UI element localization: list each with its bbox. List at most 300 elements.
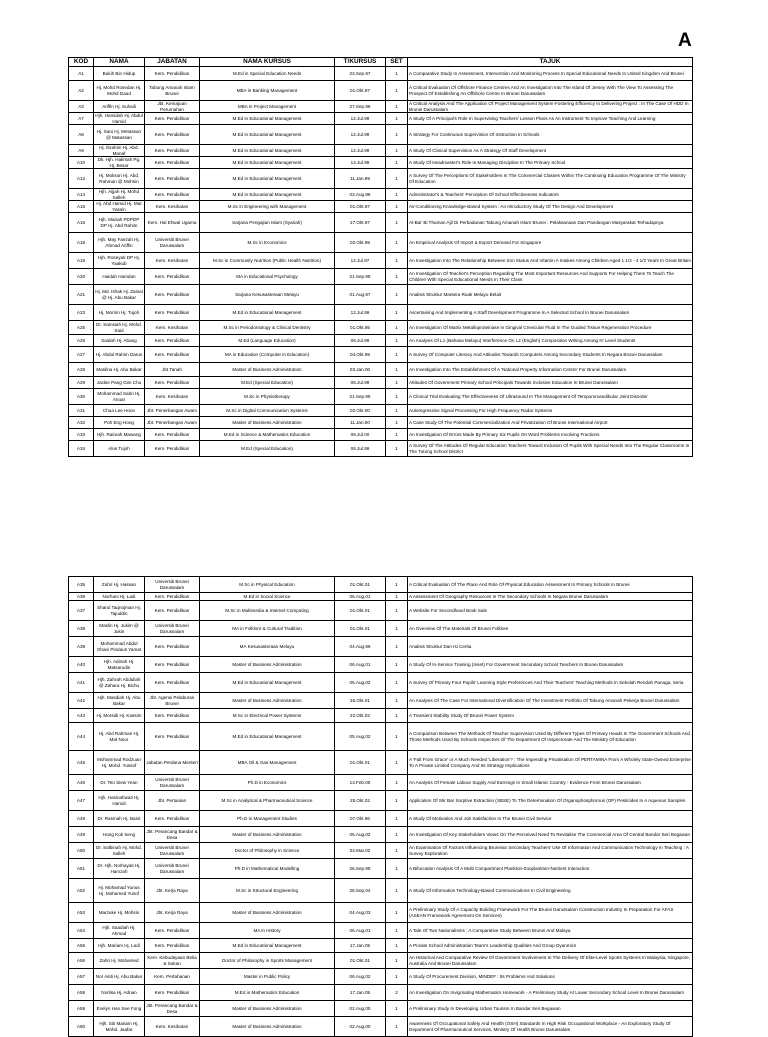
kod-cell: A39 [69,637,94,657]
kursus-cell: M.Ed in Educational Management [200,673,335,693]
jabatan-cell: Kem. Pendidikan [145,125,200,145]
kod-cell: A2 [69,81,94,101]
kod-cell: A53 [69,903,94,923]
table-row [69,189,693,201]
nama-cell: Hjh. Aijjah Hj. Mohd Salleh [94,189,145,201]
jabatan-cell: Kem. Pendidikan [145,657,200,673]
jabatan-cell: Kem. Kesihatan [145,201,200,213]
jabatan-cell: Kem. Pendidikan [145,637,200,657]
jabatan-cell: Jabatan Perdana Menteri [145,751,200,775]
tarikh-cell: 21.Sep.98 [335,269,386,285]
kod-cell: A42 [69,693,94,709]
kod-cell: A20 [69,269,94,285]
kursus-cell: M.Sc in Economics [200,233,335,253]
kod-cell: A34 [69,441,94,457]
tarikh-cell: 22.Okt.02 [335,709,386,723]
header-set: SET [386,58,408,67]
kursus-cell: Master of Business Administration [200,903,335,923]
table-row [69,693,693,709]
tajuk-cell: A Study Of A Principal's Role In Supervising Teachers' Lesson Plans As An Instrument To Improve Teaching And Learning [408,113,693,125]
jabatan-cell: Kem. Kesihatan [145,389,200,405]
kursus-cell: MA Kesusasteraan Melayu [200,637,335,657]
kursus-cell: M.Sc in Periodontology & Clinical Dentistry [200,321,335,335]
tarikh-cell: 06.Aug.01 [335,657,386,673]
tajuk-cell: A Critical Evaluation Of The Place And Role Of Physical Education Assessment In Primary Schools In Brunei [408,577,693,593]
kursus-cell: M.Ed in Educational Management [200,169,335,189]
kursus-cell: Master of Business Administration [200,827,335,843]
tajuk-cell: An Analysis Of Female Labour Supply And Earnings In Small Islamic Country : Evidence From Brunei Darussalam [408,775,693,791]
nama-cell: Hj. Mornin Hj. Tujoh [94,305,145,321]
table-row [69,923,693,939]
table-row [69,601,693,621]
set-cell: 1 [386,903,408,923]
kod-cell: A28 [69,363,94,377]
kod-cell: A3 [69,101,94,113]
table-row [69,233,693,253]
tajuk-cell: A Preliminary Study Of A Capacity Building Framework For The Brunei Darussalam Construction Industry In Preparation For AFAS (ASEAN Framework Agreement On Services) [408,903,693,923]
kod-cell: A46 [69,775,94,791]
jabatan-cell: Kem. Pendidikan [145,811,200,827]
set-cell: 1 [386,827,408,843]
set-cell: 1 [386,593,408,601]
set-cell: 1 [386,723,408,751]
nama-cell: Zahri Hj. Mohamed [94,953,145,969]
nama-cell: Hjh. Raimah Mawang [94,429,145,441]
jabatan-cell: Tabung Amanah Islam Brunei [145,81,200,101]
tarikh-cell: 06.Aug.01 [335,923,386,939]
tajuk-cell: A Private School Administration Team's Leadership Qualities And Group Dyanmics [408,939,693,953]
jabatan-cell: Kem. Kesihatan [145,321,200,335]
tarikh-cell: 11.Jan.00 [335,417,386,429]
nama-cell: Mohammad Abdul Ghani Pindaus Yamat [94,637,145,657]
nama-cell: Marzuke Hj. Mohsin [94,903,145,923]
nama-cell: Norhani Hj. Ladi [94,593,145,601]
jabatan-cell: Jbt. Kerja Raya [145,879,200,903]
tajuk-cell: Awareness Of Occupational Safety And Health (OSH) Standards In High Risk Occupational Workplace - An Exploratory Study Of Department Of Pharmaceutical Services, Ministry Of Health Brunei Darussalam [408,1017,693,1037]
jabatan-cell: Universiti Brunei Darussalam [145,859,200,879]
table-row [69,985,693,1001]
tajuk-cell: Administrator's & Teachers' Perception Of School Effectiveness Indicators [408,189,693,201]
set-cell: 1 [386,201,408,213]
kod-cell: A1 [69,67,94,81]
nama-cell: Hjh. May Faezah Hj. Ahmad Ariffin [94,233,145,253]
kod-cell: A26 [69,335,94,347]
tarikh-cell: 06.Aug.01 [335,593,386,601]
tajuk-cell: Analisis Struktur Dan Isi Cerita [408,637,693,657]
kod-cell: A44 [69,723,94,751]
kursus-cell: Master of Business Administration [200,657,335,673]
header-t-kursus: T/KURSUS [335,58,386,67]
nama-cell: Hj. Morsidi Hj. Kassim [94,709,145,723]
kod-cell: A55 [69,939,94,953]
kursus-cell: M.Sc in Engineering with Management [200,201,335,213]
set-cell: 1 [386,969,408,985]
kursus-cell: M.Sc in Digital Communication Systems [200,405,335,417]
table-row [69,113,693,125]
set-cell: 1 [386,621,408,637]
table-row [69,939,693,953]
jabatan-cell: Kem. Pendidikan [145,305,200,321]
kod-cell: A23 [69,305,94,321]
set-cell: 1 [386,775,408,791]
set-cell: 1 [386,859,408,879]
table-row [69,285,693,305]
table-row [69,101,693,113]
table-row [69,81,693,101]
jabatan-cell: Kem. Kebudayaan Belia & Sukan [145,953,200,969]
tarikh-cell: 27.Okt.97 [335,213,386,233]
table-row [69,827,693,843]
table-row [69,347,693,363]
tarikh-cell: 02.Mar.02 [335,843,386,859]
tajuk-cell: A Survey Of The Attitudes Of Regular Education Teachers Toward Inclusion Of Pupils With Special Needs Into The Regular Classrooms In The Tutong School District [408,441,693,457]
tajuk-cell: Air-Conditioning Knowledge-Based System : An Introductory Study Of The Design And Development [408,201,693,213]
kursus-cell: M.Ed (Special Education) [200,377,335,389]
jabatan-cell: Kem. Pendidikan [145,429,200,441]
nama-cell: Chua Lee Hoon [94,405,145,417]
kursus-cell: M.Ed (Special Education) [200,441,335,457]
kursus-cell: M.Ed in Educational Management [200,125,335,145]
kod-cell: A9 [69,145,94,157]
tajuk-cell: An Investigation Of Teacher's Perception Regarding The Most Important Resources And Supports For Helping Them To Teach The Children With Special Educational Needs In Their Class [408,269,693,285]
jabatan-cell: Universiti Brunei Darussalam [145,577,200,593]
kursus-cell: Master of Business Administration [200,1001,335,1017]
jabatan-cell: Kem. Pendidikan [145,169,200,189]
nama-cell: Dr. Hjh. Norhayati Hj. Hamzah [94,859,145,879]
tarikh-cell: 11.Jan.99 [335,169,386,189]
jabatan-cell: Kem. Pendidikan [145,923,200,939]
jabatan-cell: Kem. Pendidikan [145,113,200,125]
kod-cell: A33 [69,429,94,441]
tarikh-cell: 25.Okt.02 [335,791,386,811]
jabatan-cell: Kem. Pendidikan [145,709,200,723]
kursus-cell: MBA in Project Management [200,101,335,113]
table-row [69,1017,693,1037]
tarikh-cell: 04.Okt.99 [335,347,386,363]
tajuk-cell: Autoregressive Signal Processing For High Frequency Radar Systems [408,405,693,417]
kod-cell: A52 [69,879,94,903]
tarikh-cell: 27.Sep.98 [335,101,386,113]
tajuk-cell: A Transient Stability Study Of Brunei Power System [408,709,693,723]
jabatan-cell: Kem. Pendidikan [145,673,200,693]
set-cell: 1 [386,791,408,811]
jabatan-cell: Kem. Kesihatan [145,253,200,269]
kursus-cell: Master of Business Administration [200,417,335,429]
set-cell: 1 [386,843,408,859]
jabatan-cell: Kem. Pendidikan [145,157,200,169]
jabatan-cell: Kem. Pendidikan [145,939,200,953]
set-cell: 1 [386,693,408,709]
kursus-cell: M.Ed in Science & Mathematics Education [200,429,335,441]
tarikh-cell: 05.Aug.02 [335,673,386,693]
table-row [69,145,693,157]
table-row [69,169,693,189]
tajuk-cell: A Assessment Of Geography Resources In The Secondary Schools In Negara Brunei Darussalam [408,593,693,601]
nama-cell: Hjh. Hamidah Hj. Abdul Hamid [95,113,143,124]
kod-cell: A54 [69,923,94,939]
nama-cell: Maslin Hj. Jukim @ Jukin [94,621,145,637]
jabatan-cell: Kem. Pendidikan [145,335,200,347]
table-row [69,441,693,457]
tarikh-cell: 01.Okt.97 [335,81,386,101]
nama-cell: Mohammad Sabri Hj. Anuar [94,389,145,405]
jabatan-cell: Kem. Pendidikan [145,67,200,81]
table-row [69,125,693,145]
jabatan-cell: Kem. Pendidikan [145,601,200,621]
kursus-cell: M.Ed in Educational Management [200,157,335,169]
tarikh-cell: 01.Okt.01 [335,577,386,593]
nama-cell: Zuhri Hj. Hassan [94,577,145,593]
set-cell: 1 [386,657,408,673]
nama-cell: Hjh. Saadiah Hj. Ahmad [94,923,145,939]
tarikh-cell: 14.Feb.00 [335,775,386,791]
kursus-cell: M.Sc in Multimedia & Internet Computing [200,601,335,621]
kursus-cell: M.Ed in Special Education Needs [200,67,335,81]
header-nama-kursus: NAMA KURSUS [200,58,335,67]
tajuk-cell: A Critical Evaluation Of Offshore Finance Centres And An Investigation Into The Island Of Jersey With The View To Assessing The Prospect Of Establishing An Offshore Centre In Brunei Darussalam [408,81,693,101]
set-cell: 1 [386,363,408,377]
table-row [69,417,693,429]
kod-cell: A8 [69,125,94,145]
jabatan-cell: Kem. Hal Ehwal Ugama [145,213,200,233]
nama-cell: Hjh. Siti Mariam Hj. Mohd. Jaafar [94,1017,145,1037]
tajuk-cell: A Survey Of Primary Four Pupils' Learning Style Preferences And Their Teachers' Teaching Methods In Sekolah Rendah Panaga, Seria [408,673,693,693]
table-row [69,791,693,811]
kursus-cell: MBA Oil & Gas Management [200,751,335,775]
kursus-cell: M.Sc in Physical Education [200,577,335,593]
set-cell: 1 [386,405,408,417]
jabatan-cell: Jbt. Pertanian [145,791,200,811]
set-cell: 1 [386,879,408,903]
tajuk-cell: A Bifurcation Analysis Of A Multi Compartment Plankton-Zooplankton-Nutrient Interaction [408,859,693,879]
table-row [69,593,693,601]
nama-cell: Hjh. Hasinahwati Hj. Hamdi [94,791,145,811]
set-cell: 1 [386,113,408,125]
table-row [69,811,693,827]
table-row [69,903,693,923]
set-cell: 1 [386,81,408,101]
table-row [69,751,693,775]
tajuk-cell: An Empirical Analysis Of Import & Export Demand For Singapore [408,233,693,253]
tajuk-cell: An Investigation Of Errors Made By Primary Six Pupils On Word Problems Involving Fractions [408,429,693,441]
table-row [69,775,693,791]
kursus-cell: M.Ed in Educational Management [200,305,335,321]
kod-cell: A41 [69,673,94,693]
nama-cell: Mohammad Rodzuan Hj. Mohd. Yussof [94,751,145,775]
kursus-cell: MA in Educational Psychology [200,269,335,285]
set-cell: 2 [386,985,408,1001]
table-row [69,969,693,985]
nama-cell: Nor Asiti Hj. Abu Bakar [94,969,145,985]
table-row [69,269,693,285]
tajuk-cell: A Study Of Headmaster's Role In Managing Discipline In The Primary School [408,157,693,169]
kursus-cell: M.Sc in Electrical Power Systems [200,709,335,723]
kursus-cell: MA in Education (Computer in Education) [200,347,335,363]
set-cell: 1 [386,233,408,253]
tarikh-cell: 01.Okt.01 [335,751,386,775]
table-row [69,335,693,347]
table-body-1 [69,67,693,457]
tarikh-cell: 04.Aug.03 [335,903,386,923]
set-cell: 1 [386,145,408,157]
tajuk-cell: A Strategy For Continuous Supervision Of Instruction In Schools [408,125,693,145]
set-cell: 1 [386,169,408,189]
nama-cell: Hj. Mohamad Yunus Hj. Mohamed Yusof [94,879,145,903]
kursus-cell: Doctor of Philosophy in Sports Management [200,953,335,969]
set-cell: 1 [386,377,408,389]
table-row [69,843,693,859]
tarikh-cell: 06.Jul.00 [335,429,386,441]
table-row [69,577,693,593]
tarikh-cell: 01.Okt.01 [335,601,386,621]
tarikh-cell: 12.Jul.99 [335,145,386,157]
jabatan-cell: Jbt. Penerbangan Awam [145,405,200,417]
tarikh-cell: 01.Okt.97 [335,201,386,213]
set-cell: 1 [386,673,408,693]
set-cell: 1 [386,321,408,335]
kursus-cell: M.Sc in Physiotherapy [200,389,335,405]
tajuk-cell: A Study Of Procurement Division, MINDEF : Its Problems And Solutions [408,969,693,985]
kod-cell: A48 [69,811,94,827]
tajuk-cell: An Investigation Of Key Stakeholders Views On The Perceived Need To Revitalise The Commercial Area Of Central Bandar Seri Begawan [408,827,693,843]
table-row [69,1001,693,1017]
tarikh-cell: 12.Jul.99 [335,113,386,125]
jabatan-cell: Kem. Pendidikan [145,985,200,1001]
jabatan-cell: Kem. Pendidikan [145,189,200,201]
tarikh-cell: 01.Okt.01 [335,953,386,969]
kod-cell: A15 [69,201,94,213]
kursus-cell: Master in Public Policy [200,969,335,985]
kod-cell: A27 [69,347,94,363]
set-cell: 1 [386,923,408,939]
nama-cell: Hj. Mohd Rosedan Hj. Mohd Daud [94,81,145,101]
nama-cell: Dr. Samsiah Hj. Mohd. Said [94,321,145,335]
table-row [69,673,693,693]
set-cell: 1 [386,1017,408,1037]
kursus-cell: M.Sc in Structural Engineering [200,879,335,903]
jabatan-cell: Jbt. Kerja Raya [145,903,200,923]
set-cell: 1 [386,157,408,169]
tajuk-cell: An Historical And Comparative Review Of Government Involvement In The Delivery Of Elite-Level Sports Systems In Malaysia, Singapore, Australia And Brunei Darussalam [408,953,693,969]
set-cell: 1 [386,429,408,441]
tarikh-cell: 06.Jul.99 [335,441,386,457]
kod-cell: A57 [69,969,94,985]
table-row [69,621,693,637]
set-cell: 1 [386,125,408,145]
tarikh-cell: 05.Aug.02 [335,827,386,843]
kod-cell: A49 [69,827,94,843]
kod-cell: A25 [69,321,94,335]
table-row [69,429,693,441]
tajuk-cell: A Comparison Between The Methods Of Teacher Supervision Used By Different Types Of Primary Heads In The Government Schools And Those Methods Used By Schools Inspectors Of The Department Of Inspectorate And The Ministry Of Education [408,723,693,751]
jabatan-cell: Universiti Brunei Darussalam [145,843,200,859]
tajuk-cell: An Analysis Of The Case For International Diversification Of The Investment Portfolio Of Tabung Amanah Pekerja Brunei Darussalam [408,693,693,709]
table-row [69,157,693,169]
set-cell: 1 [386,811,408,827]
kursus-cell: M.Ed in Educational Management [200,145,335,157]
nama-cell: Dk. Hjh. Halimah Pg. Hj. Besar [94,157,145,169]
tajuk-cell: A Critical Analysis And The Application Of Project Management System-Fostering Efficiency In Delivering Project : In The Case Of HDD In Brunei Darussalam [408,101,693,113]
kursus-cell: MBA in Banking Management [200,81,335,101]
tarikh-cell: 12.Jul.99 [335,125,386,145]
kod-cell: A31 [69,405,94,417]
jabatan-cell: Universiti Brunei Darussalam [145,621,200,637]
kod-cell: A56 [69,953,94,969]
tajuk-cell: A Survey Of Computer Literacy And Attitudes Towards Computers Among Secondary Students In Negara Brunei Darussalam [408,347,693,363]
kursus-cell: M.Ed in Educational Management [200,723,335,751]
set-cell: 1 [386,347,408,363]
nama-cell: Hj. Sani Hj. Metassan @ Matassan [94,125,145,145]
kod-cell: A37 [69,601,94,621]
nama-cell: Norlisa Hj. Adnan [94,985,145,1001]
kursus-cell: M.Ed in Educational Management [200,113,335,125]
set-cell: 1 [386,269,408,285]
tajuk-cell: A Comparative Study In Assessment, Intervention And Monitoring Process In Special Educational Needs In United Kingdom And Brunei [408,67,693,81]
jabatan-cell: Kem. Pendidikan [145,285,200,305]
set-cell: 1 [386,305,408,321]
tajuk-cell: A Study Of Clinical Supervision As A Strategy Of Staff Development [408,145,693,157]
kod-cell: A32 [69,417,94,429]
kod-cell: A43 [69,709,94,723]
set-cell: 1 [386,417,408,429]
nama-cell: Alus Tujoh [94,441,145,457]
jabatan-cell: Kem. Pendidikan [145,269,200,285]
kursus-cell: Doctor of Philosophy in Science [200,843,335,859]
table-row [69,201,693,213]
jabatan-cell: Kem. Pendidikan [145,145,200,157]
tarikh-cell: 12.Jul.97 [335,253,386,269]
set-cell: 1 [386,213,408,233]
table-row [69,657,693,673]
kod-cell: A50 [69,843,94,859]
register-table-2 [68,576,693,1037]
kursus-cell: MA in History [200,923,335,939]
nama-cell: Maslina Hj. Abu Bakar [94,363,145,377]
kursus-cell: Ph.D in Mathematical Modelling [200,859,335,879]
nama-cell: Dr. Salbinah Hj. Mohd. Salleh [94,843,145,859]
tarikh-cell: 21.Sep.99 [335,389,386,405]
tarikh-cell: 01.Aug.97 [335,285,386,305]
nama-cell: Evelyn Han See Fong [94,1001,145,1017]
jabatan-cell: Kem. Pendidikan [145,593,200,601]
kod-cell: A38 [69,621,94,637]
kursus-cell: M.Sc in Analytical & Pharmaceutical Science [200,791,335,811]
table-row [69,305,693,321]
kursus-cell: M.Ed in Mathematics Education [200,985,335,1001]
register-table-1 [68,57,693,457]
kursus-cell: M.Ed in Social Science [200,593,335,601]
nama-cell: Saidah Hj. Abang [94,335,145,347]
kod-cell: A58 [69,985,94,1001]
tajuk-cell: A Study Of Motivation And Job Satisfaction In The Brunei Civil Service [408,811,693,827]
nama-cell: Dr. Rasmah Hj. Basir [94,811,145,827]
kod-cell: A21 [69,285,94,305]
table-row [69,253,693,269]
nama-cell: Dr. Teo Siew Yean [94,775,145,791]
nama-cell: Sharul Taqnojman Hj. Tajuddin [94,601,145,621]
tajuk-cell: Al-Bai' Bi Thaman Ajil Di Perbadanan Tabung Amanah Islam Brunei : Pelaksanaan Dan Pandangan Masyarakat Terhadapnya [408,213,693,233]
tarikh-cell: 03.Jan.00 [335,363,386,377]
table-body-2 [69,577,693,1037]
tarikh-cell: 02.Aug.00 [335,1017,386,1037]
set-cell: 1 [386,67,408,81]
table-row [69,723,693,751]
table-row [69,709,693,723]
kod-cell: A7 [69,113,94,125]
tajuk-cell: Attitudes Of Government Primary School Principals Towards Inclusive Education In Brunei Darussalam [408,377,693,389]
kod-cell: A36 [69,593,94,601]
kod-cell: A29 [69,377,94,389]
